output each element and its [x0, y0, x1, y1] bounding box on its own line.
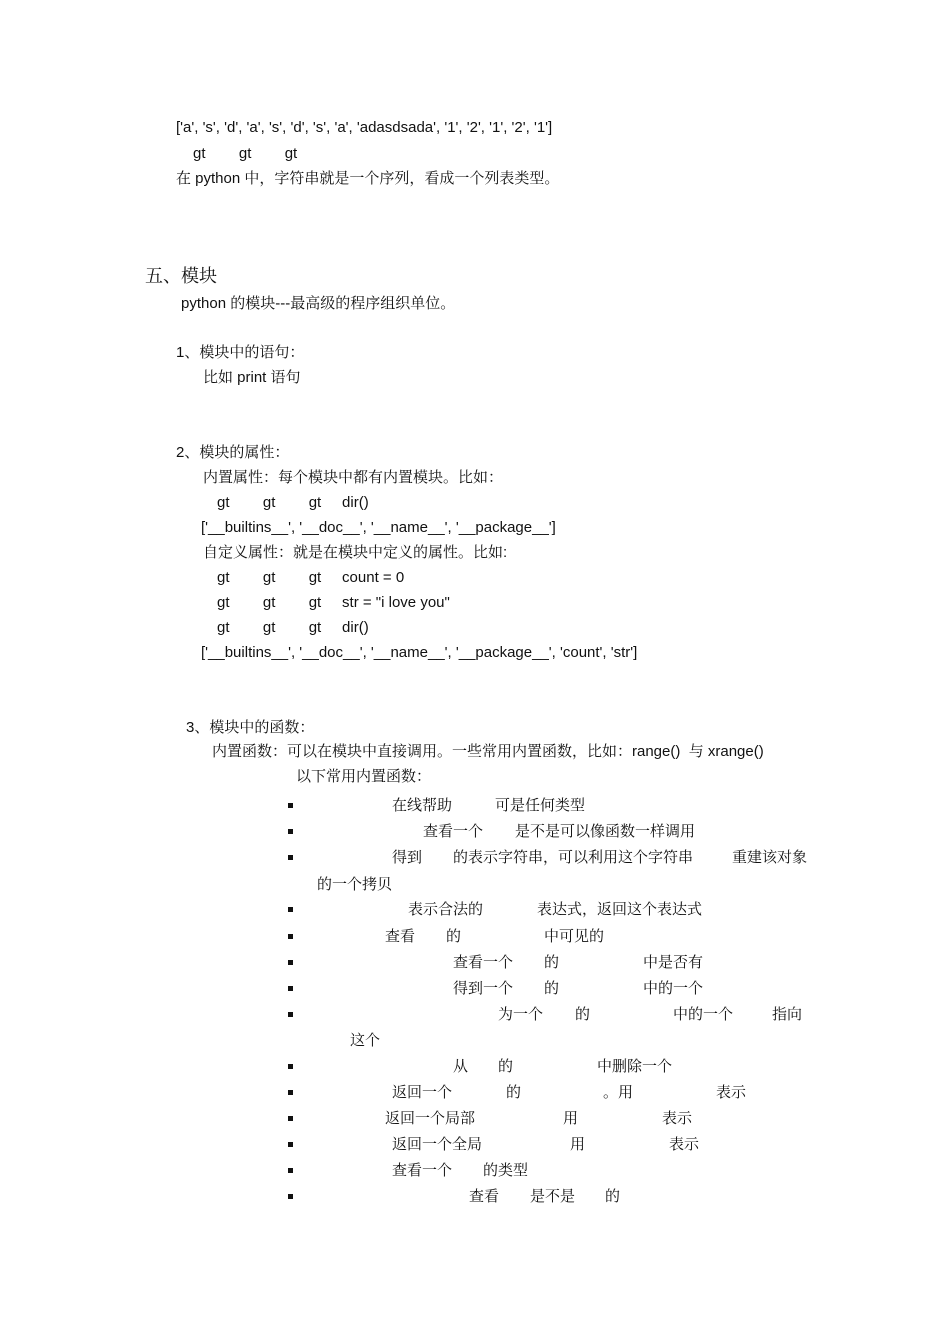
bullet-fragment: 的 [544, 981, 560, 997]
bullet-fragment: 的 [575, 1007, 591, 1023]
bullet-fragment: 表示 [662, 1111, 693, 1127]
bullet-fragment: 表示 [669, 1137, 700, 1153]
bullet-marker [288, 1090, 293, 1095]
subsection-3-title: 3、模块中的函数： [186, 719, 315, 736]
bullet-fragment: 在线帮助 [392, 798, 453, 814]
bullet-fragment: 查看 [385, 929, 416, 945]
bullet-fragment: 得到 [392, 850, 423, 866]
bullet-marker [288, 1064, 293, 1069]
bullet-fragment: 中可见的 [544, 929, 605, 945]
bullet-marker [288, 1012, 293, 1017]
bullet-marker [288, 907, 293, 912]
bullet-fragment: 重建该对象 [732, 850, 808, 866]
string-sequence-note: 在 python 中，字符串就是一个序列，看成一个列表类型。 [176, 170, 560, 187]
bullet-wrap-repr: 的一个拷贝 [317, 877, 393, 893]
bullet-marker [288, 1116, 293, 1121]
bullet-fragment: 是不是 [530, 1189, 576, 1205]
bullet-fragment: 的表示字符串，可以利用这个字符串 [453, 850, 694, 866]
bullet-fragment: 的 [506, 1085, 522, 1101]
bullet-fragment: 可是任何类型 [495, 798, 586, 814]
bullet-fragment: 返回一个局部 [385, 1111, 476, 1127]
builtin-attr-cmd: gt gt gt dir() [217, 494, 369, 511]
bullet-marker [288, 829, 293, 834]
bullet-fragment: 的 [446, 929, 462, 945]
bullet-fragment: 的 [544, 955, 560, 971]
bullet-marker [288, 855, 293, 860]
section-intro: python 的模块---最高级的程序组织单位。 [181, 295, 456, 312]
bullet-fragment: 返回一个全局 [392, 1137, 483, 1153]
list-output: ['a', 's', 'd', 'a', 's', 'd', 's', 'a', 'adasdsada', '1', '2', '1', '2', '1'] [176, 119, 553, 136]
bullet-marker [288, 934, 293, 939]
bullet-marker [288, 803, 293, 808]
common-funcs-label: 以下常用内置函数： [296, 768, 432, 785]
builtin-attr-output: ['__builtins__', '__doc__', '__name__', '__package__'] [201, 519, 556, 536]
bullet-fragment: 用 [563, 1111, 579, 1127]
bullet-fragment: 中的一个 [673, 1007, 734, 1023]
builtin-funcs-desc: 内置函数：可以在模块中直接调用。一些常用内置函数，比如：range() 与 xrange() [212, 743, 764, 760]
bullet-fragment: 查看一个 [392, 1163, 453, 1179]
subsection-2-title: 2、模块的属性： [176, 444, 290, 461]
custom-attr-label: 自定义属性：就是在模块中定义的属性。比如: [203, 544, 508, 561]
bullet-fragment: 中的一个 [643, 981, 704, 997]
bullet-fragment: 得到一个 [453, 981, 514, 997]
bullet-wrap-setattr: 这个 [350, 1033, 381, 1049]
bullet-marker [288, 1194, 293, 1199]
bullet-fragment: 表示 [716, 1085, 747, 1101]
bullet-fragment: 中删除一个 [597, 1059, 673, 1075]
bullet-fragment: 查看一个 [423, 824, 484, 840]
bullet-fragment: 的 [605, 1189, 621, 1205]
bullet-fragment: 从 [453, 1059, 469, 1075]
custom-attr-output: ['__builtins__', '__doc__', '__name__', '__package__', 'count', 'str'] [201, 644, 638, 661]
bullet-fragment: 查看一个 [453, 955, 514, 971]
bullet-fragment: 表达式，返回这个表达式 [537, 902, 703, 918]
bullet-fragment: 返回一个 [392, 1085, 453, 1101]
custom-attr-cmd-2: gt gt gt str = "i love you" [217, 594, 450, 611]
custom-attr-cmd-3: gt gt gt dir() [217, 619, 369, 636]
bullet-fragment: 的类型 [483, 1163, 529, 1179]
bullet-fragment: 表示合法的 [408, 902, 484, 918]
bullet-marker [288, 1142, 293, 1147]
section-heading: 五、模块 [145, 266, 217, 286]
subsection-1-body: 比如 print 语句 [203, 369, 301, 386]
bullet-marker [288, 986, 293, 991]
bullet-fragment: 中是否有 [643, 955, 704, 971]
prompt-line: gt gt gt [193, 145, 298, 162]
bullet-marker [288, 1168, 293, 1173]
builtin-attr-label: 内置属性：每个模块中都有内置模块。比如： [203, 469, 504, 486]
bullet-fragment: 的 [498, 1059, 514, 1075]
bullet-fragment: 用 [570, 1137, 586, 1153]
bullet-fragment: 为一个 [498, 1007, 544, 1023]
subsection-1-title: 1、模块中的语句： [176, 344, 305, 361]
bullet-fragment: 。用 [603, 1085, 634, 1101]
bullet-fragment: 指向 [772, 1007, 803, 1023]
custom-attr-cmd-1: gt gt gt count = 0 [217, 569, 405, 586]
bullet-marker [288, 960, 293, 965]
bullet-fragment: 查看 [469, 1189, 500, 1205]
bullet-fragment: 是不是可以像函数一样调用 [515, 824, 696, 840]
